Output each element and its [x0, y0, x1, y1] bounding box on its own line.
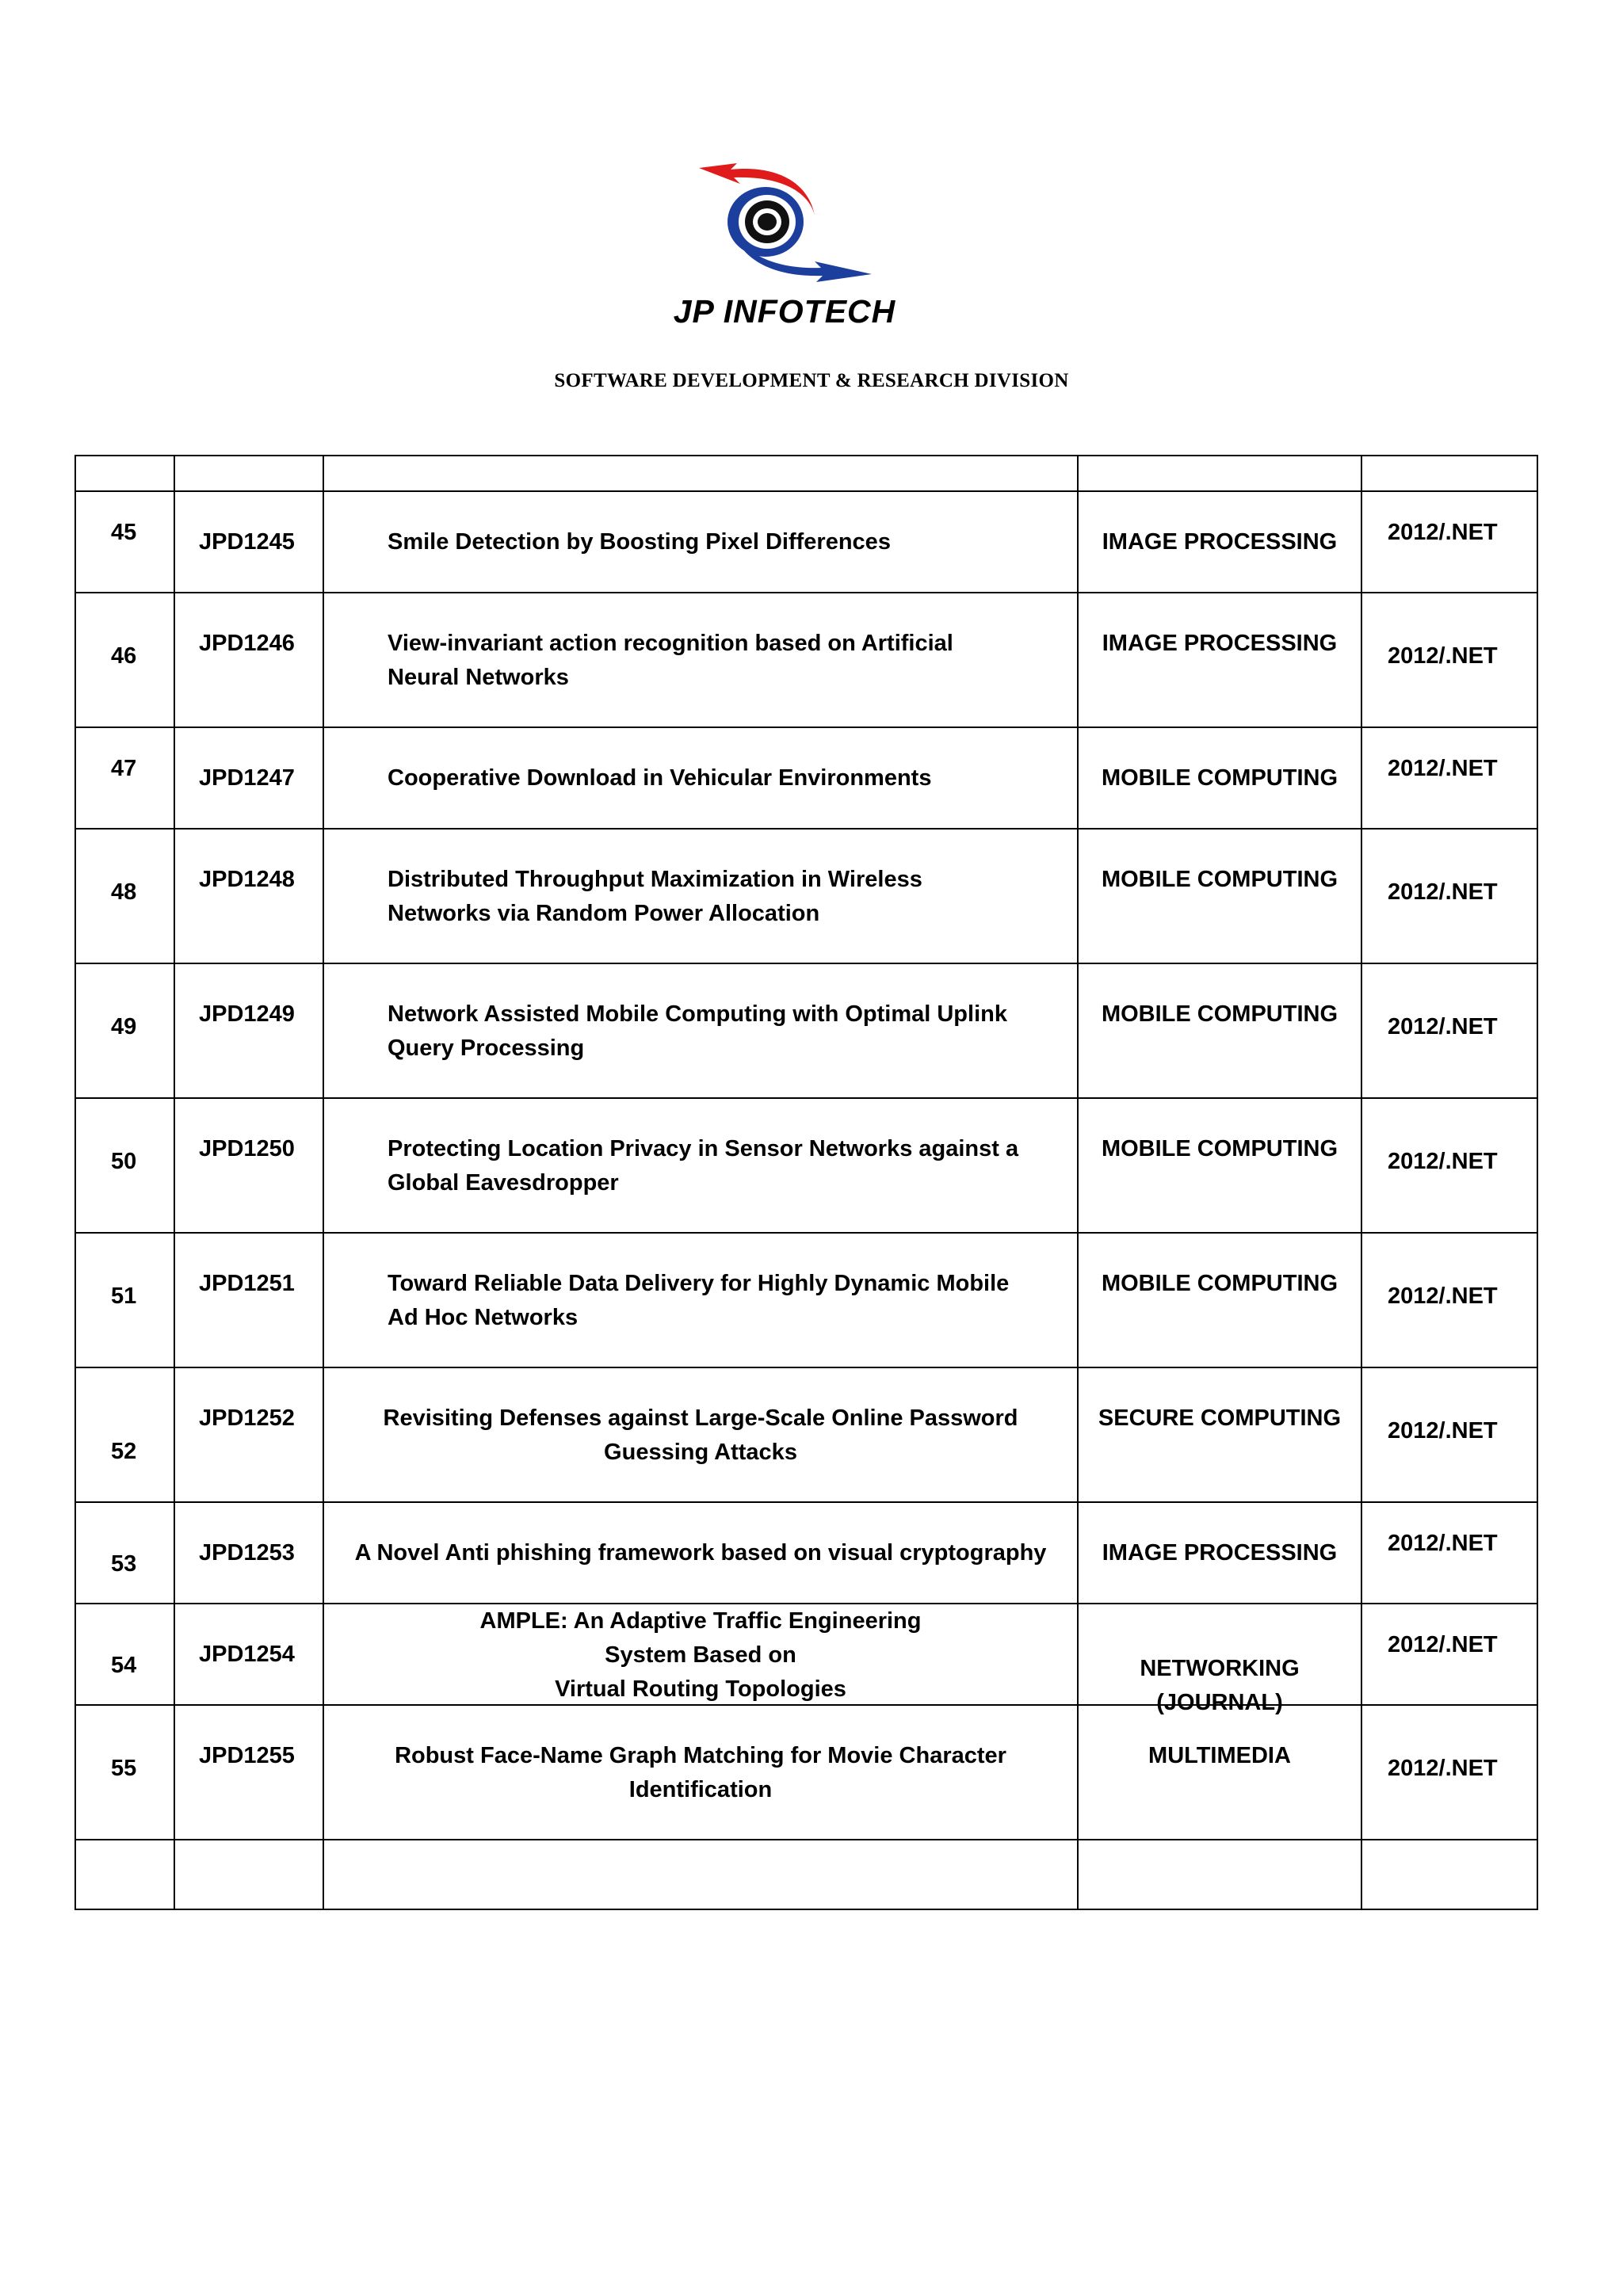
project-code: [199, 627, 323, 661]
project-code-line: JPD1255: [199, 1743, 295, 1768]
project-title-line: Guessing Attacks: [604, 1440, 797, 1465]
serial-number-line: 50: [111, 1149, 137, 1174]
project-year-line: 2012/.NET: [1388, 1632, 1498, 1657]
project-domain-line: NETWORKING: [1140, 1656, 1300, 1681]
project-code: [199, 1402, 323, 1436]
project-domain: [1079, 863, 1361, 897]
serial-number: [111, 1280, 174, 1314]
serial-number-cell: [75, 1098, 174, 1233]
serial-number-cell: [75, 1604, 174, 1705]
project-year-cell: [1361, 1604, 1537, 1705]
project-domain-cell: [1078, 491, 1361, 593]
empty-cell: [1361, 1840, 1537, 1909]
project-code-cell: [174, 593, 323, 727]
project-domain-line: MOBILE COMPUTING: [1101, 867, 1338, 892]
project-title-line: Ad Hoc Networks: [388, 1305, 579, 1330]
project-title-cell: [323, 491, 1078, 593]
project-year: [1388, 1414, 1537, 1448]
project-code-cell: [174, 727, 323, 829]
project-domain-cell: [1078, 727, 1361, 829]
project-domain-cell: [1078, 829, 1361, 963]
project-title-line: AMPLE: An Adaptive Traffic Engineering: [479, 1608, 922, 1634]
eye-arrows-logo-icon: [689, 158, 872, 285]
project-year-cell: [1361, 727, 1537, 829]
project-domain-line: (JOURNAL): [1156, 1690, 1283, 1715]
serial-number: [111, 1145, 174, 1179]
project-code: [199, 761, 323, 795]
serial-number: [111, 1010, 174, 1044]
project-title-line: Protecting Location Privacy in Sensor Networks against a: [388, 1136, 1019, 1161]
table-row: [75, 1367, 1537, 1502]
project-year: [1388, 516, 1537, 550]
project-domain-line: IMAGE PROCESSING: [1102, 529, 1338, 555]
project-title: [388, 863, 1063, 931]
project-code-line: JPD1247: [199, 765, 295, 791]
serial-number-line: 52: [111, 1439, 137, 1464]
project-title-cell: [323, 593, 1078, 727]
project-domain-cell: [1078, 1098, 1361, 1233]
project-title-cell: [323, 1098, 1078, 1233]
project-title: [388, 761, 1063, 795]
project-code-line: JPD1253: [199, 1540, 295, 1566]
project-code: [199, 863, 323, 897]
empty-cell: [174, 1840, 323, 1909]
project-year-line: 2012/.NET: [1388, 1283, 1498, 1309]
project-title-line: Network Assisted Mobile Computing with Optimal Uplink: [388, 1001, 1007, 1027]
serial-number-line: 47: [111, 756, 137, 781]
serial-number: [111, 1649, 174, 1683]
project-domain-line: MULTIMEDIA: [1148, 1743, 1291, 1768]
company-name: JP INFOTECH: [673, 293, 896, 330]
project-title-cell: [323, 1502, 1078, 1604]
project-title: [388, 627, 1063, 695]
serial-number: [111, 516, 174, 550]
serial-number: [111, 1752, 174, 1786]
project-title-line: Distributed Throughput Maximization in Wireless: [388, 867, 922, 892]
project-domain: [1079, 1132, 1361, 1166]
project-domain-line: IMAGE PROCESSING: [1102, 1540, 1338, 1566]
project-code-cell: [174, 1098, 323, 1233]
empty-cell: [75, 1840, 174, 1909]
project-domain-line: MOBILE COMPUTING: [1101, 765, 1338, 791]
serial-number: [111, 752, 174, 786]
empty-cell: [323, 456, 1078, 491]
project-code-line: JPD1246: [199, 631, 295, 656]
project-code: [199, 1536, 323, 1570]
project-title-cell: [323, 1705, 1078, 1840]
empty-cell: [174, 456, 323, 491]
project-title-line: Neural Networks: [388, 665, 569, 690]
project-code-cell: [174, 1705, 323, 1840]
project-year: [1388, 1752, 1537, 1786]
project-year-line: 2012/.NET: [1388, 1149, 1498, 1174]
empty-row: [75, 1840, 1537, 1909]
project-title-cell: [323, 1604, 1078, 1705]
project-code-cell: [174, 829, 323, 963]
serial-number-cell: [75, 491, 174, 593]
table-row: [75, 963, 1537, 1098]
project-title: [388, 1267, 1063, 1335]
project-title: [332, 1536, 1069, 1570]
serial-number-line: 55: [111, 1756, 137, 1781]
serial-number-line: 46: [111, 643, 137, 669]
division-title: SOFTWARE DEVELOPMENT & RESEARCH DIVISION: [554, 370, 1069, 391]
project-domain-cell: [1078, 963, 1361, 1098]
project-domain-line: SECURE COMPUTING: [1098, 1405, 1342, 1431]
project-title-line: Identification: [628, 1777, 773, 1802]
table-row: [75, 1098, 1537, 1233]
project-title-line: Query Processing: [388, 1035, 585, 1061]
serial-number: [111, 875, 174, 910]
project-title-line: Revisiting Defenses against Large-Scale Online Password: [383, 1405, 1018, 1431]
table-row: [75, 829, 1537, 963]
project-domain-cell: [1078, 593, 1361, 727]
project-year: [1388, 1527, 1537, 1561]
project-code-line: JPD1249: [199, 1001, 295, 1027]
project-year: [1388, 639, 1537, 673]
project-domain: [1079, 997, 1361, 1032]
serial-number: [111, 1435, 174, 1469]
project-code-line: JPD1254: [199, 1642, 295, 1667]
project-domain: [1079, 525, 1361, 559]
project-domain: [1079, 627, 1361, 661]
table-row: [75, 1604, 1537, 1705]
project-year-line: 2012/.NET: [1388, 1756, 1498, 1781]
serial-number-line: 48: [111, 879, 137, 905]
serial-number-line: 45: [111, 520, 137, 545]
serial-number-cell: [75, 1502, 174, 1604]
project-title-line: Cooperative Download in Vehicular Environments: [388, 765, 932, 791]
company-logo: [658, 158, 903, 337]
project-code: [199, 1267, 323, 1301]
table-header-row: [75, 456, 1537, 491]
project-title-line: Robust Face-Name Graph Matching for Movie Character: [395, 1743, 1006, 1768]
project-year-cell: [1361, 1502, 1537, 1604]
serial-number-cell: [75, 1233, 174, 1367]
project-title: [388, 997, 1063, 1066]
project-domain-line: MOBILE COMPUTING: [1101, 1136, 1338, 1161]
serial-number-cell: [75, 1367, 174, 1502]
serial-number: [111, 639, 174, 673]
project-code-cell: [174, 491, 323, 593]
serial-number-line: 51: [111, 1283, 137, 1309]
project-code-cell: [174, 963, 323, 1098]
project-title-line: System Based on: [605, 1642, 796, 1668]
project-domain: [1079, 1267, 1361, 1301]
project-domain-line: MOBILE COMPUTING: [1101, 1271, 1338, 1296]
project-year-cell: [1361, 1098, 1537, 1233]
project-year-line: 2012/.NET: [1388, 520, 1498, 545]
project-title-line: Smile Detection by Boosting Pixel Differences: [388, 529, 891, 555]
project-title: [388, 525, 1063, 559]
project-year-cell: [1361, 963, 1537, 1098]
empty-cell: [1361, 456, 1537, 491]
project-title-cell: [323, 727, 1078, 829]
project-domain: [1079, 1739, 1361, 1773]
project-code: [199, 1638, 323, 1672]
project-code-line: JPD1252: [199, 1405, 295, 1431]
table-row: [75, 1705, 1537, 1840]
project-title: [332, 1402, 1069, 1470]
project-code: [199, 1132, 323, 1166]
project-domain-cell: [1078, 1502, 1361, 1604]
project-title-line: Virtual Routing Topologies: [555, 1676, 846, 1702]
project-code-cell: [174, 1233, 323, 1367]
project-domain-cell: [1078, 1604, 1361, 1715]
project-year: [1388, 752, 1537, 786]
project-year-cell: [1361, 1367, 1537, 1502]
project-domain-cell: [1078, 1705, 1361, 1840]
project-title-line: Global Eavesdropper: [388, 1170, 619, 1196]
project-year-line: 2012/.NET: [1388, 1531, 1498, 1556]
serial-number-cell: [75, 963, 174, 1098]
project-domain-cell: [1078, 1233, 1361, 1367]
project-title: [388, 1132, 1063, 1200]
serial-number: [111, 1547, 174, 1581]
project-code-line: JPD1250: [199, 1136, 295, 1161]
project-code-cell: [174, 1502, 323, 1604]
serial-number-line: 53: [111, 1551, 137, 1577]
project-year-cell: [1361, 491, 1537, 593]
project-year-line: 2012/.NET: [1388, 1014, 1498, 1039]
project-code-cell: [174, 1367, 323, 1502]
project-code-line: JPD1251: [199, 1271, 295, 1296]
project-title-cell: [323, 963, 1078, 1098]
project-year-cell: [1361, 1705, 1537, 1840]
project-year: [1388, 1280, 1537, 1314]
empty-cell: [1078, 1840, 1361, 1909]
project-year: [1388, 1010, 1537, 1044]
project-year: [1388, 875, 1537, 910]
empty-cell: [1078, 456, 1361, 491]
serial-number-cell: [75, 727, 174, 829]
project-title-line: View-invariant action recognition based on Artificial: [388, 631, 953, 656]
serial-number-line: 49: [111, 1014, 137, 1039]
project-title-line: Toward Reliable Data Delivery for Highly Dynamic Mobile: [388, 1271, 1010, 1296]
table-row: [75, 1233, 1537, 1367]
project-title-cell: [323, 829, 1078, 963]
project-code: [199, 525, 323, 559]
project-code-cell: [174, 1604, 323, 1705]
project-year-line: 2012/.NET: [1388, 643, 1498, 669]
project-code: [199, 997, 323, 1032]
empty-cell: [323, 1840, 1078, 1909]
project-domain-line: MOBILE COMPUTING: [1101, 1001, 1338, 1027]
project-year-line: 2012/.NET: [1388, 879, 1498, 905]
project-domain: [1079, 1536, 1361, 1570]
project-domain: [1079, 1402, 1361, 1436]
project-domain: [1079, 761, 1361, 795]
empty-cell: [75, 456, 174, 491]
project-code-line: JPD1245: [199, 529, 295, 555]
projects-table: [74, 455, 1538, 1910]
table-row: [75, 593, 1537, 727]
project-domain-line: IMAGE PROCESSING: [1102, 631, 1338, 656]
table-row: [75, 491, 1537, 593]
project-code-line: JPD1248: [199, 867, 295, 892]
table-row: [75, 727, 1537, 829]
project-title-line: A Novel Anti phishing framework based on visual cryptography: [354, 1540, 1047, 1566]
project-title: [332, 1604, 1069, 1707]
project-title-cell: [323, 1233, 1078, 1367]
project-code: [199, 1739, 323, 1773]
project-year-cell: [1361, 829, 1537, 963]
project-title: [332, 1739, 1069, 1807]
project-year-line: 2012/.NET: [1388, 1418, 1498, 1444]
project-domain-cell: [1078, 1367, 1361, 1502]
project-year-cell: [1361, 1233, 1537, 1367]
table-row: [75, 1502, 1537, 1604]
serial-number-cell: [75, 1705, 174, 1840]
serial-number-cell: [75, 593, 174, 727]
project-year-line: 2012/.NET: [1388, 756, 1498, 781]
serial-number-line: 54: [111, 1653, 137, 1678]
project-year: [1388, 1145, 1537, 1179]
project-year-cell: [1361, 593, 1537, 727]
project-title-cell: [323, 1367, 1078, 1502]
project-title-line: Networks via Random Power Allocation: [388, 901, 820, 926]
serial-number-cell: [75, 829, 174, 963]
project-year: [1388, 1628, 1537, 1662]
